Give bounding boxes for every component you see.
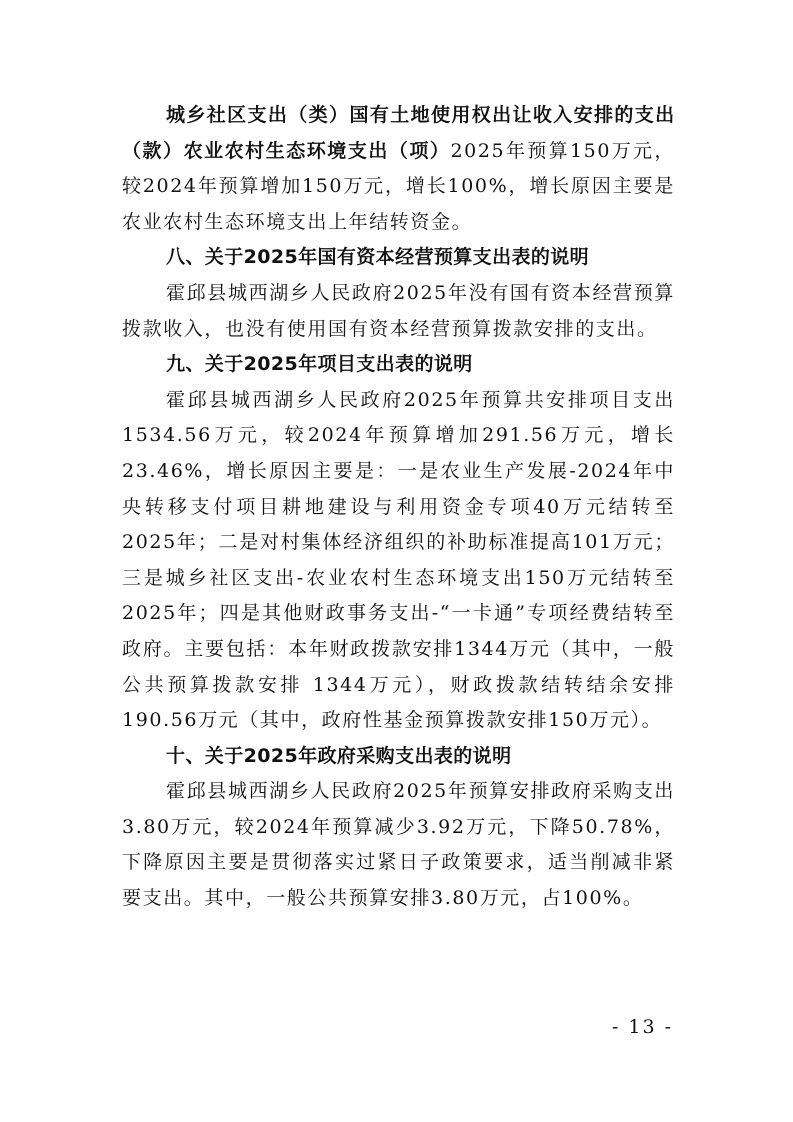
paragraph-section-10: 霍邱县城西湖乡人民政府2025年预算安排政府采购支出3.80万元，较2024年预算减少3.92万元，下降50.78%，下降原因主要是贯彻落实过紧日子政策要求，适当削减非紧要支出。其中，一般公共预算安排3.80万元，占100%。 xyxy=(122,780,675,910)
paragraph-section-9: 霍邱县城西湖乡人民政府2025年预算共安排项目支出1534.56万元，较2024年预算增加291.56万元，增长23.46%，增长原因主要是：一是农业生产发展-2024年中央转移支付项目耕地建设与利用资金专项40万元结转至2025年；二是对村集体经济组织的补助标准提高101万元；三是城乡社区支出-农业农村生态环境支出150万元结转至2025年；四是其他财政事务支出-“一卡通”专项经费结转至政府。主要包括：本年财政拨款安排1344万元（其中，一般公共预算拨款安排 1344万元），财政拨款结转结余安排190.56万元（其中，政府性基金预算拨款安排150万元）。 xyxy=(122,388,675,732)
heading-section-8: 八、关于2025年国有资本经营预算支出表的说明 xyxy=(166,246,590,269)
heading-section-9: 九、关于2025年项目支出表的说明 xyxy=(166,353,473,376)
heading-section-10: 十、关于2025年政府采购支出表的说明 xyxy=(166,744,512,767)
paragraph-land-revenue-expenditure xyxy=(122,98,675,240)
paragraph-bold-lead: 城乡社区支出（类）国有土地使用权出让收入安排的支出（款）农业农村生态环境支出（项） xyxy=(122,104,675,162)
paragraph-body: 2025年预算150万元，较2024年预算增加150万元，增长100%，增长原因主要是农业农村生态环境支出上年结转资金。 xyxy=(122,139,675,233)
body-text xyxy=(122,98,675,917)
page-number: - 13 - xyxy=(611,1016,673,1038)
paragraph-section-8: 霍邱县城西湖乡人民政府2025年没有国有资本经营预算拨款收入，也没有使用国有资本经营预算拨款安排的支出。 xyxy=(122,281,675,340)
